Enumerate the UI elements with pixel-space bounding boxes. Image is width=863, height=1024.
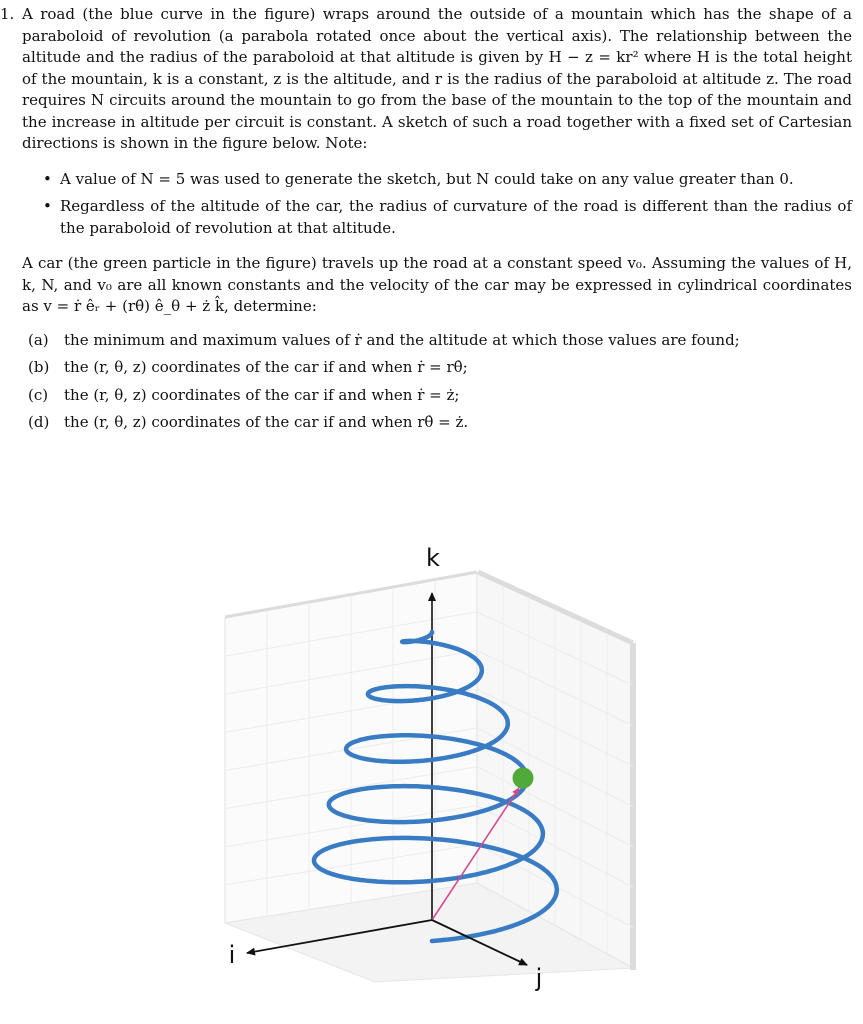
part-d [22, 412, 852, 434]
problem-body [22, 4, 852, 434]
j-axis-label: j [535, 964, 543, 992]
car-particle [513, 768, 534, 789]
part-label: (b) [28, 358, 50, 376]
part-c [22, 385, 852, 407]
problem-intro: A road (the blue curve in the figure) wraps around the outside of a mountain which has the shape of a paraboloid of revolution (a parabola rotated once about the vertical axis). The relationship between the altitude and the radius of the paraboloid at that altitude is given by H − z = kr² where H is the total height of the mountain, k is a constant, z is the altitude, and r is the radius of the paraboloid at altitude z. The road requires N circuits around the mountain to go from the base of the mountain to the top of the mountain and the increase in altitude per circuit is constant. A sketch of such a road together with a fixed set of Cartesian directions is shown in the figure below. Note: [22, 5, 852, 152]
parts-list [22, 330, 852, 434]
i-axis-label: i [228, 941, 236, 969]
notes-list [22, 169, 852, 240]
problem-number: 1. [0, 5, 15, 23]
part-b [22, 357, 852, 379]
road-figure-svg [200, 535, 660, 1005]
part-text: the (r, θ, z) coordinates of the car if and when ṙ = rθ̇; [64, 358, 468, 376]
car-description: A car (the green particle in the figure) travels up the road at a constant speed v₀. Assuming the values of H, k, N, and v₀ are all known constants and the velocity of the car may be expressed in cylindrical coordinates as v = ṙ êᵣ + (rθ̇) ê_θ + ż k̂, determine: [22, 254, 852, 315]
part-label: (c) [28, 385, 49, 404]
part-a [22, 330, 852, 352]
problem-statement [0, 4, 852, 440]
part-text: the (r, θ, z) coordinates of the car if and when rθ̇ = ż. [64, 413, 469, 431]
part-text: the minimum and maximum values of ṙ and the altitude at which those values are found; [64, 330, 740, 349]
road-figure [200, 535, 660, 1005]
part-text: the (r, θ, z) coordinates of the car if and when ṙ = ż; [64, 385, 460, 404]
part-label: (d) [28, 413, 50, 431]
note-item: • Regardless of the altitude of the car, the radius of curvature of the road is different than the radius of the paraboloid of revolution at that altitude. [22, 196, 852, 239]
note-item: • A value of N = 5 was used to generate the sketch, but N could take on any value greater than 0. [22, 169, 852, 191]
k-axis-label: k [426, 544, 440, 572]
part-label: (a) [28, 330, 49, 349]
